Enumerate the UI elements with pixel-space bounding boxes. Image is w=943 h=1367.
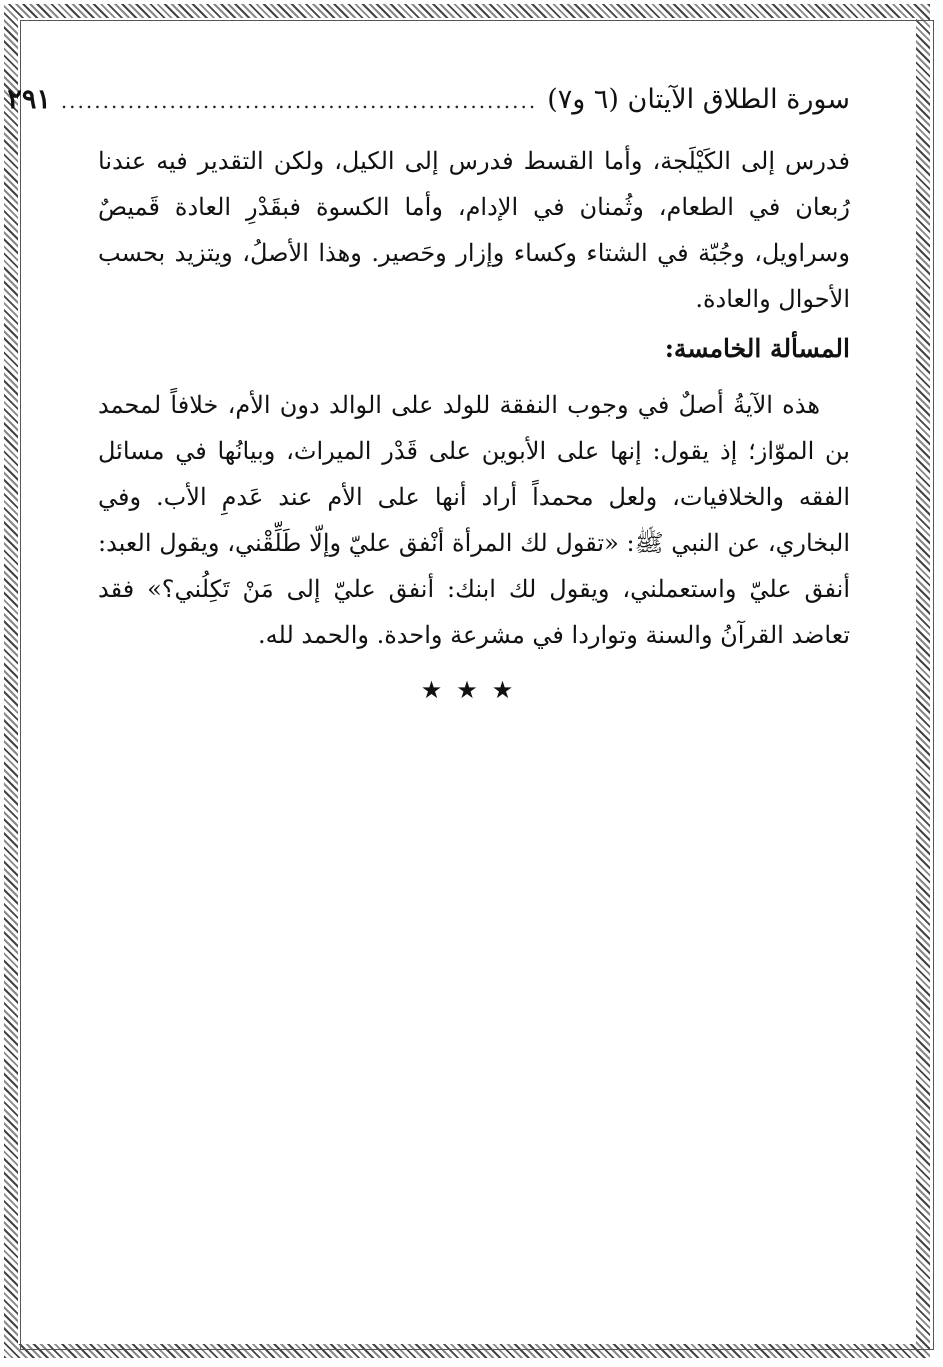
leader-dots: .........................................................	[60, 89, 538, 113]
paragraph-2: هذه الآيةُ أصلٌ في وجوب النفقة للولد على الوالد دون الأم، خلافاً لمحمد بن الموّاز؛ إذ يقول: إنها على الأبوين على قَدْر الميراث، وبيانُها في مسائل الفقه والخلافيات، ولعل محمداً أراد أنها على الأم عند عَدمِ الأب. وفي البخاري، عن النبي ﷺ: «تقول لك المرأة أنْفق عليّ وإلّا طَلِّقْني، ويقول العبد: أنفق عليّ واستعملني، ويقول لك ابنك: أنفق عليّ إلى مَنْ تَكِلُني؟» فقد تعاضد القرآنُ والسنة وتواردا في مشرعة واحدة. والحمد لله.	[98, 391, 851, 649]
page-content	[7, 76, 851, 704]
page-number: ٢٩١	[7, 84, 51, 115]
paragraph-1: فدرس إلى الكَيْلَجة، وأما القسط فدرس إلى الكيل، ولكن التقدير فيه عندنا رُبعان في الطعام، وثُمنان في الإدام، وأما الكسوة فبقَدْرِ العادة قَميصٌ وسراويل، وجُبّة في الشتاء وكساء وإزار وحَصير. وهذا الأصلُ، ويتزيد بحسب الأحوال والعادة.	[98, 147, 850, 313]
section-heading: المسألة الخامسة:	[664, 334, 850, 363]
running-header	[7, 76, 850, 124]
section-divider-stars: ★★★	[420, 676, 528, 704]
surah-title: سورة الطلاق الآيتان (٦ و٧)	[547, 84, 850, 115]
